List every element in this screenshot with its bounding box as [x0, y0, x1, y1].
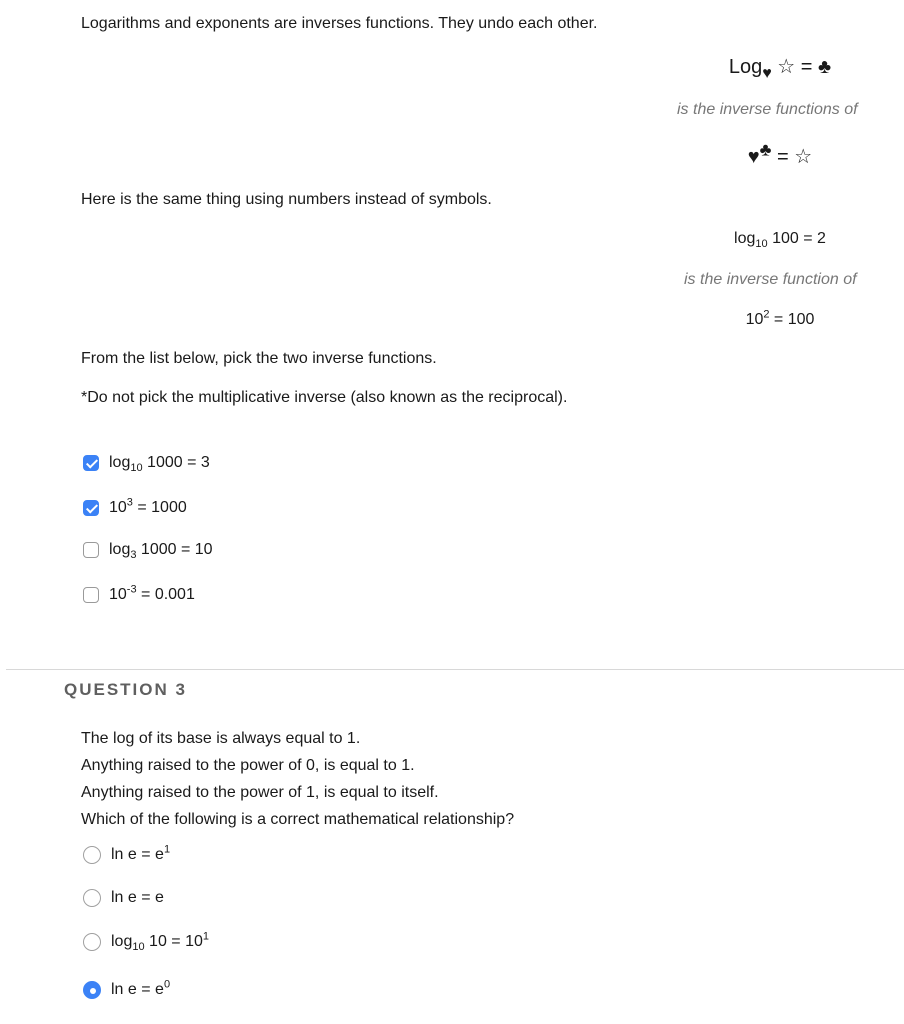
log-rest: 100 = 2: [767, 230, 826, 247]
section-divider: [6, 669, 904, 670]
symbolic-exp-equation: [700, 139, 860, 169]
q2-option-2[interactable]: [83, 497, 187, 519]
club-icon: ♣: [759, 139, 772, 160]
inverse-caption-numbers: is the inverse function of: [684, 271, 857, 288]
checkbox-unchecked[interactable]: [83, 542, 99, 558]
radio-unselected[interactable]: [83, 933, 101, 951]
q3-option-4-label: $\ln e = e^0$: [111, 978, 171, 998]
question2-note: *Do not pick the multiplicative inverse (also known as the reciprocal).: [81, 389, 568, 406]
radio-unselected[interactable]: [83, 889, 101, 907]
q3-line-4: Which of the following is a correct mathematical relationship?: [81, 811, 515, 828]
q2-option-4[interactable]: [83, 584, 195, 606]
exp-power: 2: [763, 308, 770, 321]
symbolic-log-equation: [700, 54, 860, 82]
heart-icon: ♥: [747, 146, 760, 168]
equals-sign: =: [800, 56, 813, 78]
checkbox-checked[interactable]: [83, 500, 99, 516]
q3-option-3-label: $\log_{10} 10 = 10^1$: [111, 930, 210, 954]
q3-option-1[interactable]: [83, 844, 170, 866]
q2-option-1[interactable]: [83, 452, 210, 474]
numbers-intro-text: Here is the same thing using numbers instead of symbols.: [81, 191, 492, 208]
log-prefix: Log: [728, 56, 763, 78]
q2-option-3-label: $\log_3 1000 = 10$: [109, 541, 213, 562]
checkbox-checked[interactable]: [83, 455, 99, 471]
exp-rest: = 100: [769, 311, 815, 328]
q3-option-2[interactable]: [83, 887, 164, 909]
q2-option-1-label: $\log_{10} 1000 = 3$: [109, 454, 210, 475]
q3-option-2-label: ln e = e: [111, 889, 164, 906]
q3-line-2: Anything raised to the power of 0, is equal to 1.: [81, 757, 415, 774]
q3-line-1: The log of its base is always equal to 1.: [81, 730, 361, 747]
log-base: 10: [755, 238, 768, 251]
question3-title: QUESTION 3: [64, 680, 187, 699]
checkbox-unchecked[interactable]: [83, 587, 99, 603]
q2-option-2-label: $10^3 = 1000$: [109, 496, 187, 516]
heart-icon: ♥: [762, 65, 772, 82]
q3-line-3: Anything raised to the power of 1, is equal to itself.: [81, 784, 439, 801]
club-icon: ♣: [818, 56, 832, 78]
inverse-caption-symbols: is the inverse functions of: [677, 101, 858, 118]
exp-base: 10: [745, 311, 764, 328]
q2-option-3[interactable]: [83, 539, 213, 561]
numeric-exp-equation: [700, 308, 860, 329]
q3-option-3[interactable]: [83, 931, 209, 953]
radio-unselected[interactable]: [83, 846, 101, 864]
log-word: log: [734, 230, 756, 247]
star-icon: ☆: [777, 56, 796, 78]
equals-star: = ☆: [777, 146, 813, 168]
q2-option-4-label: $10^{-3} = 0.001$: [109, 583, 195, 603]
q3-option-1-label: $\ln e = e^1$: [111, 843, 171, 863]
radio-selected[interactable]: [83, 981, 101, 999]
question2-instruction: From the list below, pick the two inverse functions.: [81, 350, 437, 367]
numeric-log-equation: [700, 230, 860, 251]
intro-text: Logarithms and exponents are inverses functions. They undo each other.: [81, 15, 598, 32]
q3-option-4[interactable]: [83, 979, 170, 1001]
